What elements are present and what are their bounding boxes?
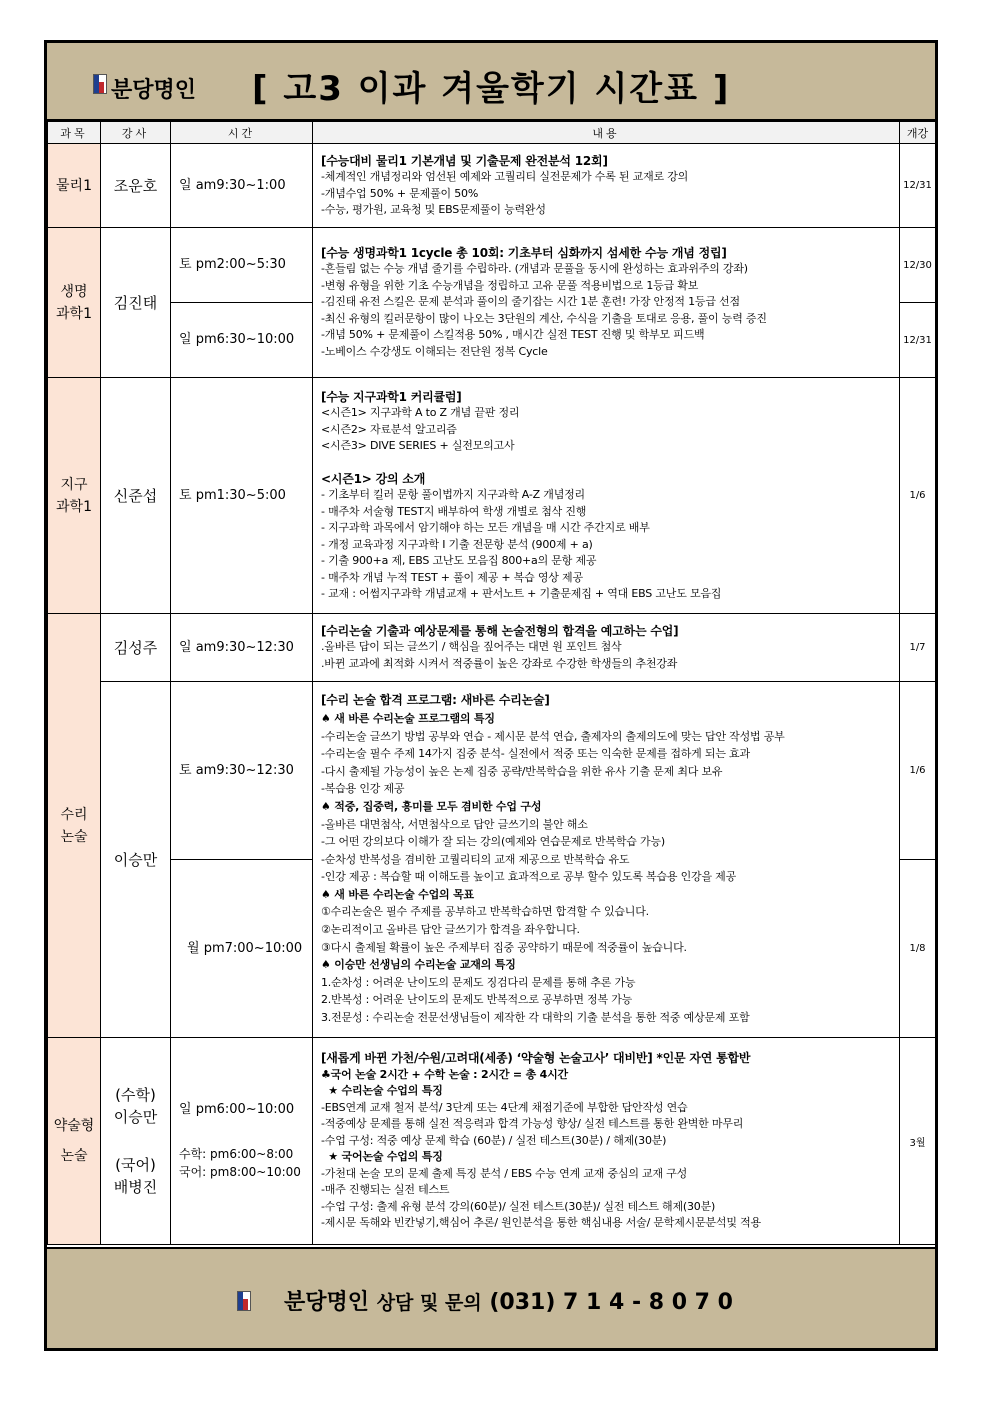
content-line: - 매주차 개념 누적 TEST + 풀이 제공 + 복습 영상 제공 bbox=[321, 570, 583, 584]
subject-cell: 물리1 bbox=[48, 144, 101, 228]
col-time: 시간 bbox=[171, 122, 313, 144]
content-line: -수업 구성: 출제 유형 분석 강의(60분)/ 실전 테스트(30분)/ 실전 테스트 해제(30분) bbox=[321, 1199, 716, 1213]
teacher-cell: 조운호 bbox=[101, 144, 171, 228]
time-cell: 일 am9:30~1:00 bbox=[171, 144, 313, 228]
table-row-aptitude-essay bbox=[48, 1038, 936, 1245]
brand-name: 분당명인 bbox=[111, 78, 197, 103]
subject-cell: 지구 과학1 bbox=[48, 378, 101, 614]
open-date: 1/7 bbox=[900, 614, 936, 682]
header bbox=[47, 43, 935, 121]
time-cell: 토 pm1:30~5:00 bbox=[171, 378, 313, 614]
footer-brand: 분당명인 bbox=[284, 1290, 370, 1315]
teacher-math: (수학) 이승만 bbox=[113, 1086, 158, 1126]
logo-icon bbox=[93, 74, 107, 94]
content-line: -수능, 평가원, 교육청 및 EBS문제풀이 능력완성 bbox=[321, 203, 546, 216]
time-cell: 일 am9:30~12:30 bbox=[171, 614, 313, 682]
subject-cell: 약술형 논술 bbox=[48, 1038, 101, 1245]
content-subheading: ★ 수리논술 수업의 특징 bbox=[321, 1084, 443, 1098]
page-title: [ 고3 이과 겨울학기 시간표 ] bbox=[252, 69, 731, 109]
content-line: -개념 50% + 문제풀이 스킬적용 50% , 매시간 실전 TEST 진행 및 학부모 피드백 bbox=[321, 328, 705, 342]
table-header-row bbox=[48, 122, 936, 144]
teacher-cell: 신준섭 bbox=[101, 378, 171, 614]
open-date: 1/8 bbox=[900, 860, 936, 1038]
content-line: 1.순차성 : 어려운 난이도의 문제도 징검다리 문제를 통해 추론 가능 bbox=[321, 975, 636, 989]
content-line: - 기출 900+a 제, EBS 고난도 모음집 800+a의 문항 제공 bbox=[321, 554, 597, 567]
content-subheading: <시즌1> 강의 소개 bbox=[321, 471, 426, 486]
open-date: 12/31 bbox=[900, 303, 936, 378]
content-line: -흔들림 없는 수능 개념 줄기를 수립하라. (개념과 문풀을 동시에 완성하는 효과위주의 강좌) bbox=[321, 262, 748, 276]
content-line: ②논리적이고 올바른 답안 글쓰기가 합격을 좌우합니다. bbox=[321, 923, 580, 937]
footer bbox=[47, 1247, 935, 1348]
content-line: -체계적인 개념정리와 엄선된 예제와 고퀄리티 실전문제가 수록 된 교재로 강의 bbox=[321, 170, 689, 183]
content-line: -수리논술 필수 주제 14가지 집중 분석- 실전에서 적중 또는 익숙한 문제를 접하게 되는 효과 bbox=[321, 747, 750, 761]
content-heading: [새롭게 바뀐 가천/수원/고려대(세종) ‘약술형 논술고사’ 대비반] *인문 자연 통합반 bbox=[321, 1051, 751, 1066]
content-line: - 매주차 서술형 TEST지 배부하여 학생 개별로 첨삭 진행 bbox=[321, 504, 587, 518]
content-line: -수업 구성: 적중 예상 문제 학습 (60분) / 실전 테스트(30분) / 해제(30분) bbox=[321, 1133, 667, 1147]
content-subheading: ♠ 새 바른 수리논술 프로그램의 특징 bbox=[321, 711, 495, 725]
content-line: - 기초부터 킬러 문항 풀이법까지 지구과학 A-Z 개념정리 bbox=[321, 488, 585, 501]
content-subheading: ♠ 이승만 선생님의 수리논술 교재의 특징 bbox=[321, 958, 516, 972]
time-cell: 일 pm6:30~10:00 bbox=[171, 303, 313, 378]
content-cell bbox=[313, 378, 900, 614]
content-line: -가천대 논술 모의 문제 출제 특징 분석 / EBS 수능 연계 교재 중심의 교재 구성 bbox=[321, 1166, 688, 1180]
time-cell bbox=[171, 1038, 313, 1245]
time-cell: 토 pm2:00~5:30 bbox=[171, 228, 313, 303]
content-subheading: ♠ 적중, 집중력, 흥미를 모두 겸비한 수업 구성 bbox=[321, 799, 542, 813]
teacher-cell bbox=[101, 1038, 171, 1245]
table-row-physics bbox=[48, 144, 936, 228]
timetable-frame bbox=[44, 40, 938, 1351]
teacher-cell: 김진태 bbox=[101, 228, 171, 378]
col-subject: 과목 bbox=[48, 122, 101, 144]
table-row-earth-science bbox=[48, 378, 936, 614]
content-line: -복습용 인강 제공 bbox=[321, 782, 405, 796]
open-date: 12/30 bbox=[900, 228, 936, 303]
logo-icon bbox=[237, 1291, 251, 1311]
timetable bbox=[47, 121, 936, 1245]
content-line: -제시문 독해와 빈칸넣기,핵심어 추론/ 원인분석을 통한 핵심내용 서술/ 문학제시문분석및 적용 bbox=[321, 1216, 761, 1230]
open-date: 1/6 bbox=[900, 378, 936, 614]
content-cell bbox=[313, 614, 900, 682]
content-cell bbox=[313, 682, 900, 1038]
content-line: -그 어떤 강의보다 이해가 잘 되는 강의(예제와 연습문제로 반복학습 가능) bbox=[321, 835, 665, 849]
time-split: 수학: pm6:00~8:00 국어: pm8:00~10:00 bbox=[179, 1147, 301, 1179]
subject-cell: 생명 과학1 bbox=[48, 228, 101, 378]
content-line: <시즌1> 지구과학 A to Z 개념 끝판 정리 bbox=[321, 406, 520, 419]
content-line: - 개정 교육과정 지구과학 I 기출 전문항 분석 (900제 + a) bbox=[321, 537, 593, 551]
content-line: -수리논술 글쓰기 방법 공부와 연습 - 제시문 분석 연습, 출제자의 출제의도에 맞는 답안 작성법 공부 bbox=[321, 729, 785, 743]
subject-cell: 수리 논술 bbox=[48, 614, 101, 1038]
footer-label: 상담 및 문의 bbox=[376, 1292, 482, 1314]
content-heading: [수능 생명과학1 1cycle 총 10회: 기초부터 심화까지 섬세한 수능 개념 정립] bbox=[321, 245, 727, 260]
content-line: .바뀐 교과에 최적화 시켜서 적중률이 높은 강좌로 수강한 학생들의 추천강좌 bbox=[321, 656, 678, 670]
time-main: 일 pm6:00~10:00 bbox=[179, 1102, 295, 1117]
time-cell: 토 am9:30~12:30 bbox=[171, 682, 313, 860]
teacher-cell: 김성주 bbox=[101, 614, 171, 682]
content-heading: [수리 논술 합격 프로그램: 새바른 수리논술] bbox=[321, 693, 550, 708]
content-subheading: ♣국어 논술 2시간 + 수학 논술 : 2시간 = 총 4시간 bbox=[321, 1067, 568, 1081]
content-line: <시즌3> DIVE SERIES + 실전모의고사 bbox=[321, 439, 515, 452]
content-line: 3.전문성 : 수리논술 전문선생님들이 제작한 각 대학의 기출 분석을 통한 적중 예상문제 포함 bbox=[321, 1011, 750, 1025]
content-line: .올바른 답이 되는 글쓰기 / 핵심을 짚어주는 대면 원 포인트 첨삭 bbox=[321, 640, 622, 654]
phone-number: (031) 7 1 4 - 8 0 7 0 bbox=[489, 1290, 733, 1315]
content-line: -순차성 반복성을 겸비한 고퀄리티의 교재 제공으로 반복학습 유도 bbox=[321, 852, 630, 866]
open-date: 12/31 bbox=[900, 144, 936, 228]
teacher-cell: 이승만 bbox=[101, 682, 171, 1038]
col-open: 개강 bbox=[900, 122, 936, 144]
open-date: 3월 bbox=[900, 1038, 936, 1245]
content-line: ③다시 출제될 확률이 높은 주제부터 집중 공약하기 때문에 적중률이 높습니다. bbox=[321, 940, 687, 954]
col-teacher: 강사 bbox=[101, 122, 171, 144]
content-line: -올바른 대면첨삭, 서면첨삭으로 답안 글쓰기의 불안 해소 bbox=[321, 817, 588, 831]
content-line: <시즌2> 자료분석 알고리즘 bbox=[321, 422, 457, 436]
content-cell bbox=[313, 1038, 900, 1245]
content-line: 2.반복성 : 어려운 난이도의 문제도 반복적으로 공부하면 정복 가능 bbox=[321, 993, 633, 1007]
content-line: ①수리논술은 필수 주제를 공부하고 반복학습하면 합격할 수 있습니다. bbox=[321, 905, 649, 919]
content-line: -EBS연계 교재 철저 분석/ 3단계 또는 4단계 채점기준에 부합한 답안작성 연습 bbox=[321, 1100, 688, 1114]
col-content: 내용 bbox=[313, 122, 900, 144]
content-line: -인강 제공 : 복습할 때 이해도를 높이고 효과적으로 공부 할수 있도록 복습용 인강을 제공 bbox=[321, 870, 737, 884]
content-line: -김진태 유전 스킬은 문제 분석과 풀이의 줄기잡는 시간 1분 훈련! 가장 안정적 1등급 선점 bbox=[321, 295, 740, 309]
content-line bbox=[321, 455, 895, 471]
table-row-biology bbox=[48, 228, 936, 303]
time-cell: 월 pm7:00~10:00 bbox=[171, 860, 313, 1038]
content-line: -개념수업 50% + 문제풀이 50% bbox=[321, 186, 479, 200]
content-heading: [수능 지구과학1 커리큘럼] bbox=[321, 389, 462, 404]
content-line: -적중예상 문제를 통해 실전 적응력과 합격 가능성 향상/ 실전 테스트를 통한 완벽한 마무리 bbox=[321, 1117, 744, 1131]
content-line: -매주 진행되는 실전 테스트 bbox=[321, 1183, 450, 1197]
content-line: -다시 출제될 가능성이 높은 논제 집중 공략/반복학습을 위한 유사 기출 문제 최다 보유 bbox=[321, 764, 723, 778]
content-line: - 교재 : 어썸지구과학 개념교재 + 판서노트 + 기출문제집 + 역대 EBS 고난도 모음집 bbox=[321, 587, 722, 600]
table-row-math-essay-2 bbox=[48, 682, 936, 860]
content-cell bbox=[313, 144, 900, 228]
table-row-math-essay-1 bbox=[48, 614, 936, 682]
content-line: -최신 유형의 킬러문항이 많이 나오는 3단원의 계산, 수식을 기출을 토대로 응용, 풀이 능력 증진 bbox=[321, 311, 767, 325]
content-line: -노베이스 수강생도 이해되는 전단원 정복 Cycle bbox=[321, 344, 548, 358]
content-line: -변형 유형을 위한 기초 수능개념을 정립하고 고유 문풀 적용비법으로 1등급 확보 bbox=[321, 278, 699, 292]
content-heading: [수능대비 물리1 기본개념 및 기출문제 완전분석 12회] bbox=[321, 153, 608, 168]
open-date: 1/6 bbox=[900, 682, 936, 860]
content-subheading: ★ 국어논술 수업의 특징 bbox=[321, 1150, 443, 1164]
content-cell bbox=[313, 228, 900, 378]
content-line: - 지구과학 과목에서 암기해야 하는 모든 개념을 매 시간 주간지로 배부 bbox=[321, 521, 650, 534]
content-heading: [수리논술 기출과 예상문제를 통해 논술전형의 합격을 예고하는 수업] bbox=[321, 623, 679, 638]
contact-info bbox=[284, 1285, 733, 1316]
teacher-korean: (국어) 배병진 bbox=[113, 1156, 158, 1196]
content-subheading: ♠ 새 바른 수리논술 수업의 목표 bbox=[321, 887, 474, 901]
